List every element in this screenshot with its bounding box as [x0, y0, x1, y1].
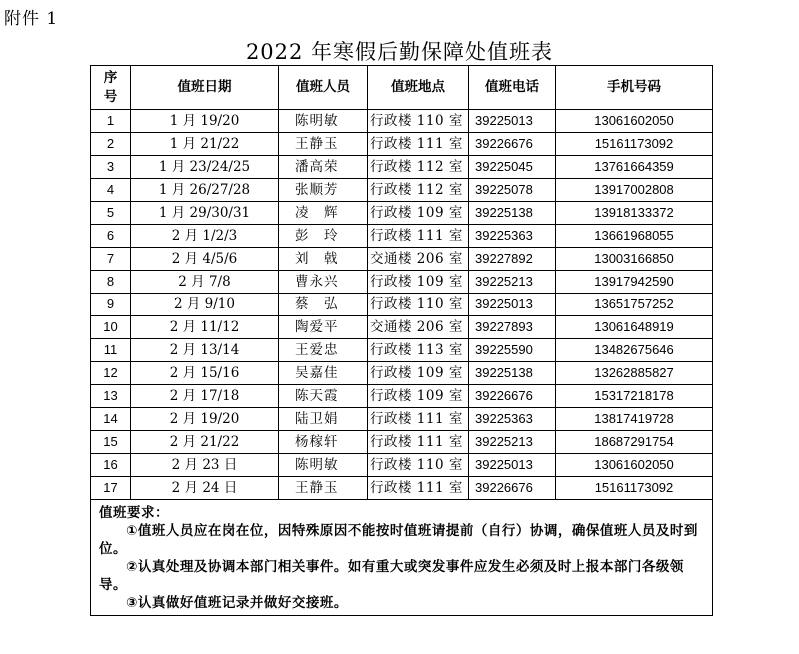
cell-person: 张顺芳: [279, 178, 368, 201]
cell-phone: 39227892: [469, 247, 556, 270]
cell-person: 蔡 弘: [279, 293, 368, 316]
table-row: [91, 247, 713, 270]
cell-date: 2 月 4/5/6: [131, 247, 279, 270]
cell-date: 2 月 9/10: [131, 293, 279, 316]
table-row: [91, 224, 713, 247]
cell-seq: 13: [91, 385, 131, 408]
notes-heading: 值班要求：: [99, 504, 169, 521]
cell-phone: 39225045: [469, 155, 556, 178]
cell-person: 陆卫娟: [279, 408, 368, 431]
cell-location: 行政楼 109 室: [368, 385, 469, 408]
cell-seq: 2: [91, 132, 131, 155]
table-row: [91, 132, 713, 155]
cell-seq: 12: [91, 362, 131, 385]
attachment-label: 附件 1: [4, 9, 59, 29]
cell-person: 彭 玲: [279, 224, 368, 247]
duty-roster-table: [90, 65, 713, 616]
cell-date: 2 月 11/12: [131, 316, 279, 339]
cell-seq: 15: [91, 431, 131, 454]
table-row: [91, 362, 713, 385]
header-row: [91, 66, 713, 110]
notes-row: [91, 499, 713, 615]
cell-mobile: 13661968055: [556, 224, 713, 247]
cell-seq: 1: [91, 110, 131, 133]
cell-location: 行政楼 111 室: [368, 132, 469, 155]
cell-date: 2 月 7/8: [131, 270, 279, 293]
cell-person: 王爱忠: [279, 339, 368, 362]
cell-mobile: 13918133372: [556, 201, 713, 224]
cell-phone: 39225213: [469, 270, 556, 293]
cell-date: 2 月 19/20: [131, 408, 279, 431]
cell-phone: 39225138: [469, 201, 556, 224]
cell-location: 行政楼 113 室: [368, 339, 469, 362]
cell-phone: 39225078: [469, 178, 556, 201]
cell-person: 陈天霞: [279, 385, 368, 408]
table-row: [91, 316, 713, 339]
header-phone: 值班电话: [469, 66, 556, 110]
cell-person: 杨稼轩: [279, 431, 368, 454]
notes-item-1: ①值班人员应在岗在位，因特殊原因不能按时值班请提前（自行）协调，确保值班人员及时到位。: [99, 522, 698, 557]
cell-location: 行政楼 110 室: [368, 293, 469, 316]
table-row: [91, 385, 713, 408]
cell-phone: 39225013: [469, 293, 556, 316]
cell-location: 行政楼 109 室: [368, 362, 469, 385]
cell-phone: 39225363: [469, 224, 556, 247]
cell-date: 1 月 19/20: [131, 110, 279, 133]
table-row: [91, 201, 713, 224]
cell-person: 凌 辉: [279, 201, 368, 224]
cell-mobile: 15317218178: [556, 385, 713, 408]
cell-mobile: 15161173092: [556, 477, 713, 500]
cell-date: 1 月 26/27/28: [131, 178, 279, 201]
cell-date: 2 月 21/22: [131, 431, 279, 454]
cell-location: 行政楼 110 室: [368, 454, 469, 477]
cell-phone: 39226676: [469, 477, 556, 500]
cell-location: 行政楼 112 室: [368, 155, 469, 178]
cell-date: 2 月 24 日: [131, 477, 279, 500]
cell-person: 王静玉: [279, 132, 368, 155]
cell-location: 行政楼 111 室: [368, 408, 469, 431]
cell-mobile: 15161173092: [556, 132, 713, 155]
cell-mobile: 13817419728: [556, 408, 713, 431]
table-row: [91, 339, 713, 362]
cell-seq: 10: [91, 316, 131, 339]
cell-seq: 11: [91, 339, 131, 362]
cell-person: 陈明敏: [279, 454, 368, 477]
table-row: [91, 454, 713, 477]
cell-location: 行政楼 109 室: [368, 270, 469, 293]
cell-mobile: 13651757252: [556, 293, 713, 316]
cell-phone: 39227893: [469, 316, 556, 339]
cell-person: 刘 戟: [279, 247, 368, 270]
cell-person: 吴嘉佳: [279, 362, 368, 385]
cell-person: 王静玉: [279, 477, 368, 500]
cell-seq: 5: [91, 201, 131, 224]
table-row: [91, 477, 713, 500]
cell-date: 1 月 29/30/31: [131, 201, 279, 224]
cell-date: 2 月 15/16: [131, 362, 279, 385]
header-person: 值班人员: [279, 66, 368, 110]
cell-location: 行政楼 110 室: [368, 110, 469, 133]
header-seq: 序号: [91, 66, 131, 110]
cell-phone: 39225138: [469, 362, 556, 385]
cell-mobile: 13061602050: [556, 454, 713, 477]
cell-date: 2 月 13/14: [131, 339, 279, 362]
table-row: [91, 270, 713, 293]
cell-seq: 3: [91, 155, 131, 178]
cell-mobile: 13482675646: [556, 339, 713, 362]
notes-item-3: ③认真做好值班记录并做好交接班。: [126, 594, 348, 611]
cell-seq: 16: [91, 454, 131, 477]
cell-seq: 4: [91, 178, 131, 201]
cell-mobile: 13262885827: [556, 362, 713, 385]
header-date: 值班日期: [131, 66, 279, 110]
cell-location: 交通楼 206 室: [368, 316, 469, 339]
cell-person: 曹永兴: [279, 270, 368, 293]
cell-seq: 14: [91, 408, 131, 431]
cell-mobile: 13061648919: [556, 316, 713, 339]
cell-location: 行政楼 111 室: [368, 477, 469, 500]
cell-date: 2 月 1/2/3: [131, 224, 279, 247]
header-mobile: 手机号码: [556, 66, 713, 110]
table-row: [91, 155, 713, 178]
cell-person: 潘高荣: [279, 155, 368, 178]
cell-mobile: 13003166850: [556, 247, 713, 270]
table-row: [91, 431, 713, 454]
cell-phone: 39225013: [469, 110, 556, 133]
document-title: 2022 年寒假后勤保障处值班表: [245, 40, 554, 64]
cell-location: 交通楼 206 室: [368, 247, 469, 270]
cell-location: 行政楼 112 室: [368, 178, 469, 201]
cell-phone: 39226676: [469, 132, 556, 155]
table-row: [91, 178, 713, 201]
cell-phone: 39225590: [469, 339, 556, 362]
cell-person: 陈明敏: [279, 110, 368, 133]
table-row: [91, 408, 713, 431]
table-body: [91, 110, 713, 500]
cell-location: 行政楼 109 室: [368, 201, 469, 224]
cell-phone: 39226676: [469, 385, 556, 408]
cell-date: 1 月 23/24/25: [131, 155, 279, 178]
cell-date: 1 月 21/22: [131, 132, 279, 155]
cell-mobile: 13917002808: [556, 178, 713, 201]
cell-location: 行政楼 111 室: [368, 431, 469, 454]
cell-phone: 39225213: [469, 431, 556, 454]
cell-date: 2 月 23 日: [131, 454, 279, 477]
cell-date: 2 月 17/18: [131, 385, 279, 408]
cell-mobile: 13761664359: [556, 155, 713, 178]
cell-location: 行政楼 111 室: [368, 224, 469, 247]
cell-mobile: 13061602050: [556, 110, 713, 133]
cell-mobile: 13917942590: [556, 270, 713, 293]
header-location: 值班地点: [368, 66, 469, 110]
duty-requirements: [91, 499, 713, 615]
cell-seq: 17: [91, 477, 131, 500]
cell-seq: 8: [91, 270, 131, 293]
notes-item-2: ②认真处理及协调本部门相关事件。如有重大或突发事件应发生必须及时上报本部门各级领导。: [99, 558, 684, 593]
table-row: [91, 110, 713, 133]
cell-seq: 6: [91, 224, 131, 247]
cell-person: 陶爱平: [279, 316, 368, 339]
cell-phone: 39225363: [469, 408, 556, 431]
cell-phone: 39225013: [469, 454, 556, 477]
cell-mobile: 18687291754: [556, 431, 713, 454]
cell-seq: 7: [91, 247, 131, 270]
table-row: [91, 293, 713, 316]
cell-seq: 9: [91, 293, 131, 316]
